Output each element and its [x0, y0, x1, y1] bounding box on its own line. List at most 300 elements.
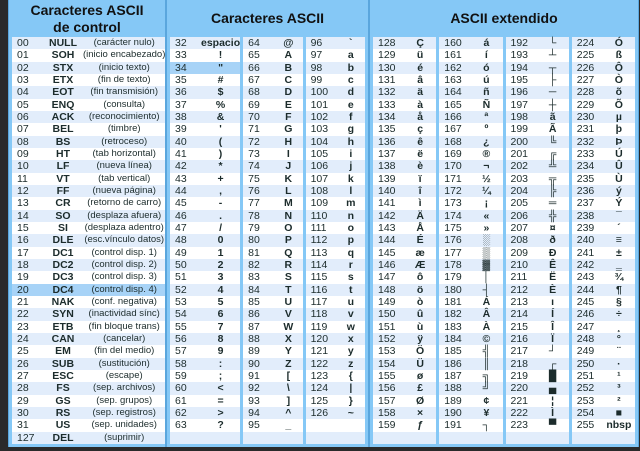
code-cell: 239: [576, 221, 595, 234]
table-row: [170, 271, 240, 283]
code-cell: 180: [444, 283, 462, 296]
table-row: [572, 432, 635, 444]
description-cell: (nueva línea): [96, 160, 152, 172]
char-cell: f: [349, 110, 353, 123]
name-cell: ENQ: [51, 98, 75, 111]
table-row: [506, 74, 569, 86]
table-row: [506, 308, 569, 320]
name-cell: EM: [55, 345, 71, 358]
code-cell: 171: [444, 172, 462, 185]
code-cell: 245: [576, 295, 595, 308]
char-cell: +: [217, 172, 224, 185]
name-cell: ACK: [51, 110, 75, 123]
table-column: [373, 37, 436, 444]
char-cell: ¶: [615, 283, 622, 296]
table-row: [243, 370, 302, 382]
char-cell: X: [284, 332, 292, 345]
name-cell: BS: [55, 135, 71, 148]
table-row: [170, 345, 240, 357]
description-cell: (fin del medio): [94, 345, 155, 357]
char-cell: &: [216, 110, 225, 123]
description-cell: (carácter nulo): [93, 37, 155, 48]
code-cell: 224: [576, 37, 595, 49]
code-cell: 196: [510, 86, 529, 99]
code-cell: 72: [248, 135, 260, 148]
name-cell: BEL: [52, 123, 74, 136]
table-row: [506, 136, 569, 148]
char-cell: ▓: [482, 258, 491, 271]
char-cell: Q: [284, 246, 293, 259]
code-cell: 56: [175, 332, 187, 345]
table-row: [306, 395, 365, 407]
table-row: [12, 49, 165, 61]
code-cell: 219: [510, 369, 529, 382]
code-cell: 19: [17, 271, 29, 284]
name-cell: ETB: [52, 320, 74, 333]
code-cell: 98: [310, 61, 323, 74]
code-cell: 25: [17, 345, 29, 358]
code-cell: 242: [576, 258, 595, 271]
code-cell: 201: [510, 147, 529, 160]
char-cell: ë: [417, 147, 424, 160]
code-cell: 174: [444, 209, 462, 222]
code-cell: 51: [175, 271, 187, 284]
table-row: [243, 333, 302, 345]
table-row: [373, 321, 436, 333]
char-cell: ×: [417, 406, 424, 419]
code-cell: 34: [175, 61, 187, 74]
char-cell: ┤: [482, 283, 491, 296]
table-row: [506, 173, 569, 185]
char-cell: >: [217, 406, 224, 419]
char-cell: ª: [484, 110, 489, 123]
table-row: [373, 49, 436, 61]
char-cell: ï: [418, 172, 422, 185]
char-cell: Ã: [548, 123, 557, 136]
char-cell: ▄: [548, 382, 557, 395]
char-cell: ╬: [548, 209, 557, 222]
code-cell: 17: [17, 246, 29, 259]
control-table: [12, 37, 165, 444]
code-cell: 06: [17, 110, 29, 123]
name-cell: DC3: [52, 271, 74, 284]
table-row: [12, 99, 165, 111]
code-cell: 95: [248, 419, 260, 432]
table-row: [243, 185, 302, 197]
char-cell: Ý: [615, 197, 623, 210]
table-row: [572, 49, 635, 61]
char-cell: ì: [418, 197, 422, 210]
char-cell: .: [219, 209, 223, 222]
char-cell: |: [349, 382, 353, 395]
char-cell: å: [417, 110, 424, 123]
char-cell: Õ: [614, 98, 623, 111]
table-column: [243, 37, 302, 444]
code-cell: 99: [310, 73, 323, 86]
code-cell: 137: [378, 147, 396, 160]
table-row: [439, 308, 502, 320]
char-cell: h: [347, 135, 354, 148]
char-cell: 5: [217, 295, 224, 308]
code-cell: 74: [248, 160, 260, 173]
code-cell: 22: [17, 308, 29, 321]
char-cell: A: [284, 49, 293, 62]
code-cell: 146: [378, 258, 396, 271]
table-row: [12, 321, 165, 333]
code-cell: 86: [248, 308, 260, 321]
char-cell: O: [284, 221, 293, 234]
table-row: [439, 333, 502, 345]
table-row: [572, 395, 635, 407]
char-cell: µ: [615, 110, 622, 123]
char-cell: F: [285, 110, 292, 123]
char-cell: ê: [417, 135, 424, 148]
code-cell: 115: [310, 271, 328, 284]
table-row: [439, 210, 502, 222]
code-cell: 32: [175, 37, 187, 49]
table-row: [243, 99, 302, 111]
code-cell: 251: [576, 369, 595, 382]
code-cell: 200: [510, 135, 529, 148]
char-cell: E: [284, 98, 292, 111]
char-cell: ¨: [617, 345, 621, 358]
char-cell: 9: [217, 345, 224, 358]
table-row: [12, 308, 165, 320]
table-row: [373, 111, 436, 123]
code-cell: 153: [378, 345, 396, 358]
code-cell: 233: [576, 147, 595, 160]
table-row: [243, 358, 302, 370]
code-cell: 229: [576, 98, 595, 111]
name-cell: FS: [56, 382, 70, 395]
name-cell: SO: [55, 209, 71, 222]
char-cell: ]: [286, 394, 291, 407]
table-row: [306, 308, 365, 320]
description-cell: (sep. grupos): [96, 394, 153, 406]
code-cell: 220: [510, 382, 529, 395]
description-cell: (sustitución): [98, 357, 150, 369]
table-row: [373, 358, 436, 370]
code-cell: 73: [248, 147, 260, 160]
char-cell: ): [218, 147, 223, 160]
control-title-line1: Caracteres ASCII: [30, 1, 144, 18]
table-row: [373, 86, 436, 98]
ascii-header: Caracteres ASCII: [210, 10, 325, 26]
code-cell: 69: [248, 98, 260, 111]
char-cell: █: [548, 369, 557, 382]
table-row: [572, 86, 635, 98]
table-row: [572, 185, 635, 197]
code-cell: 120: [310, 332, 329, 345]
char-cell: ı: [551, 295, 555, 308]
table-row: [506, 222, 569, 234]
char-cell: ?: [217, 419, 224, 432]
table-row: [12, 271, 165, 283]
code-cell: 169: [444, 147, 462, 160]
code-cell: 216: [510, 332, 529, 345]
code-cell: 134: [378, 110, 396, 123]
code-cell: 151: [378, 320, 396, 333]
table-row: [506, 419, 569, 431]
code-cell: 237: [576, 197, 595, 210]
code-cell: 27: [17, 369, 29, 382]
char-cell: ¤: [549, 221, 556, 234]
table-row: [12, 247, 165, 259]
table-row: [243, 432, 302, 444]
table-row: [506, 259, 569, 271]
char-cell: è: [417, 160, 424, 173]
char-cell: þ: [615, 123, 623, 136]
code-cell: 49: [175, 246, 187, 259]
table-row: [243, 395, 302, 407]
char-cell: └: [548, 37, 557, 49]
code-cell: 14: [17, 209, 29, 222]
table-row: [306, 86, 365, 98]
table-row: [572, 419, 635, 431]
description-cell: (suprimir): [104, 431, 145, 443]
description-cell: (tab vertical): [98, 172, 151, 184]
char-cell: 3: [217, 271, 224, 284]
table-row: [243, 148, 302, 160]
table-row: [506, 210, 569, 222]
table-row: [572, 173, 635, 185]
char-cell: B: [284, 61, 293, 74]
table-row: [373, 271, 436, 283]
char-cell: ³: [617, 382, 621, 395]
char-cell: y: [347, 345, 354, 358]
code-cell: 135: [378, 123, 396, 136]
code-cell: 243: [576, 271, 595, 284]
char-cell: w: [346, 320, 355, 333]
table-row: [170, 321, 240, 333]
table-row: [572, 247, 635, 259]
table-row: [12, 284, 165, 296]
table-row: [506, 62, 569, 74]
code-cell: 43: [175, 172, 187, 185]
table-row: [243, 345, 302, 357]
extended-header: ASCII extendido: [450, 10, 558, 26]
code-cell: 61: [175, 394, 187, 407]
char-cell: Ê: [549, 258, 557, 271]
code-cell: 106: [310, 160, 329, 173]
table-row: [243, 419, 302, 431]
table-row: [306, 222, 365, 234]
name-cell: RS: [55, 406, 71, 419]
table-row: [306, 62, 365, 74]
char-cell: ó: [483, 61, 490, 74]
code-cell: 213: [510, 295, 529, 308]
table-row: [373, 395, 436, 407]
code-cell: 254: [576, 406, 595, 419]
table-row: [243, 407, 302, 419]
table-row: [572, 62, 635, 74]
code-cell: 84: [248, 283, 260, 296]
table-row: [170, 419, 240, 431]
code-cell: 89: [248, 345, 260, 358]
table-row: [306, 432, 365, 444]
table-row: [170, 99, 240, 111]
char-cell: P: [284, 234, 292, 247]
char-cell: À: [482, 320, 491, 333]
code-cell: 47: [175, 221, 187, 234]
code-cell: 148: [378, 283, 396, 296]
code-cell: 167: [444, 123, 462, 136]
table-row: [373, 74, 436, 86]
code-cell: 141: [378, 197, 396, 210]
table-row: [373, 419, 436, 431]
code-cell: 75: [248, 172, 260, 185]
table-row: [306, 173, 365, 185]
char-cell: │: [483, 271, 490, 284]
code-cell: 138: [378, 160, 396, 173]
description-cell: (inactividad sínc): [88, 308, 160, 320]
char-cell: ÿ: [417, 332, 424, 345]
table-row: [572, 99, 635, 111]
table-row: [439, 99, 502, 111]
char-cell: r: [348, 258, 353, 271]
description-cell: (reconocimiento): [88, 110, 160, 122]
name-cell: DLE: [52, 234, 74, 247]
code-cell: 160: [444, 37, 462, 49]
code-cell: 209: [510, 246, 529, 259]
code-cell: 227: [576, 73, 595, 86]
code-cell: 173: [444, 197, 462, 210]
table-row: [243, 234, 302, 246]
table-row: [439, 284, 502, 296]
table-row: [243, 259, 302, 271]
char-cell: :: [218, 357, 223, 370]
char-cell: d: [347, 86, 354, 99]
code-cell: 235: [576, 172, 595, 185]
table-row: [506, 37, 569, 49]
code-cell: 59: [175, 369, 187, 382]
code-cell: 217: [510, 345, 529, 358]
code-cell: 189: [444, 394, 462, 407]
table-row: [243, 284, 302, 296]
table-row: [306, 197, 365, 209]
table-row: [572, 259, 635, 271]
char-cell: ¡: [484, 197, 489, 210]
table-row: [170, 160, 240, 172]
code-cell: 110: [310, 209, 328, 222]
table-row: [306, 271, 365, 283]
table-row: [439, 407, 502, 419]
char-cell: v: [347, 308, 354, 321]
code-cell: 71: [248, 123, 260, 136]
table-row: [439, 321, 502, 333]
description-cell: (escape): [105, 369, 143, 381]
table-row: [439, 419, 502, 431]
char-cell: ┼: [548, 98, 557, 111]
table-row: [572, 308, 635, 320]
table-row: [439, 173, 502, 185]
name-cell: FF: [56, 184, 70, 197]
table-row: [12, 333, 165, 345]
table-row: [12, 111, 165, 123]
description-cell: (retroceso): [101, 135, 148, 147]
table-row: [506, 321, 569, 333]
char-cell: *: [218, 160, 223, 173]
description-cell: (tab horizontal): [92, 147, 156, 159]
char-cell: ║: [482, 357, 491, 370]
code-cell: 253: [576, 394, 595, 407]
char-cell: D: [284, 86, 293, 99]
code-cell: 103: [310, 123, 329, 136]
char-cell: ±: [615, 246, 622, 259]
code-cell: 240: [576, 234, 595, 247]
table-row: [572, 222, 635, 234]
table-column: [572, 37, 635, 444]
char-cell: ┌: [548, 357, 557, 370]
table-row: [373, 99, 436, 111]
code-cell: 144: [378, 234, 396, 247]
char-cell: ð: [549, 234, 556, 247]
char-cell: ╝: [482, 382, 491, 395]
code-cell: 20: [17, 283, 29, 296]
char-cell: Ô: [614, 61, 623, 74]
code-cell: 104: [310, 135, 329, 148]
code-cell: 249: [576, 345, 595, 358]
table-row: [12, 148, 165, 160]
name-cell: DEL: [52, 431, 74, 444]
char-cell: t: [349, 283, 353, 296]
code-cell: 78: [248, 209, 260, 222]
code-cell: 244: [576, 283, 595, 296]
char-cell: I: [286, 147, 290, 160]
code-cell: 246: [576, 308, 595, 321]
table-row: [506, 395, 569, 407]
table-row: [572, 123, 635, 135]
char-cell: ¬: [483, 160, 490, 173]
char-cell: «: [483, 209, 490, 222]
description-cell: (timbre): [107, 123, 141, 135]
char-cell: Ç: [416, 37, 424, 49]
char-cell: j: [349, 160, 353, 173]
char-cell: =: [217, 394, 224, 407]
table-row: [170, 111, 240, 123]
char-cell: ù: [416, 320, 424, 333]
code-cell: 101: [310, 98, 329, 111]
char-cell: ‗: [615, 258, 622, 271]
name-cell: DC2: [52, 258, 74, 271]
code-cell: 58: [175, 357, 187, 370]
char-cell: ²: [617, 394, 621, 407]
char-cell: $: [217, 86, 224, 99]
table-row: [243, 222, 302, 234]
table-row: [506, 247, 569, 259]
code-cell: 210: [510, 258, 529, 271]
char-cell: q: [347, 246, 354, 259]
char-cell: ~: [347, 406, 354, 419]
char-cell: ╚: [548, 135, 557, 148]
code-cell: 57: [175, 345, 187, 358]
code-cell: 23: [17, 320, 29, 333]
char-cell: Ó: [614, 37, 623, 49]
table-row: [170, 234, 240, 246]
name-cell: NULL: [49, 37, 77, 49]
code-cell: 145: [378, 246, 396, 259]
char-cell: U: [284, 295, 293, 308]
char-cell: W: [283, 320, 294, 333]
table-row: [243, 321, 302, 333]
code-cell: 127: [17, 431, 35, 444]
code-cell: 80: [248, 234, 260, 247]
table-row: [373, 173, 436, 185]
table-row: [12, 432, 165, 444]
char-cell: ©: [482, 332, 491, 345]
char-cell: (: [218, 135, 223, 148]
table-row: [12, 74, 165, 86]
